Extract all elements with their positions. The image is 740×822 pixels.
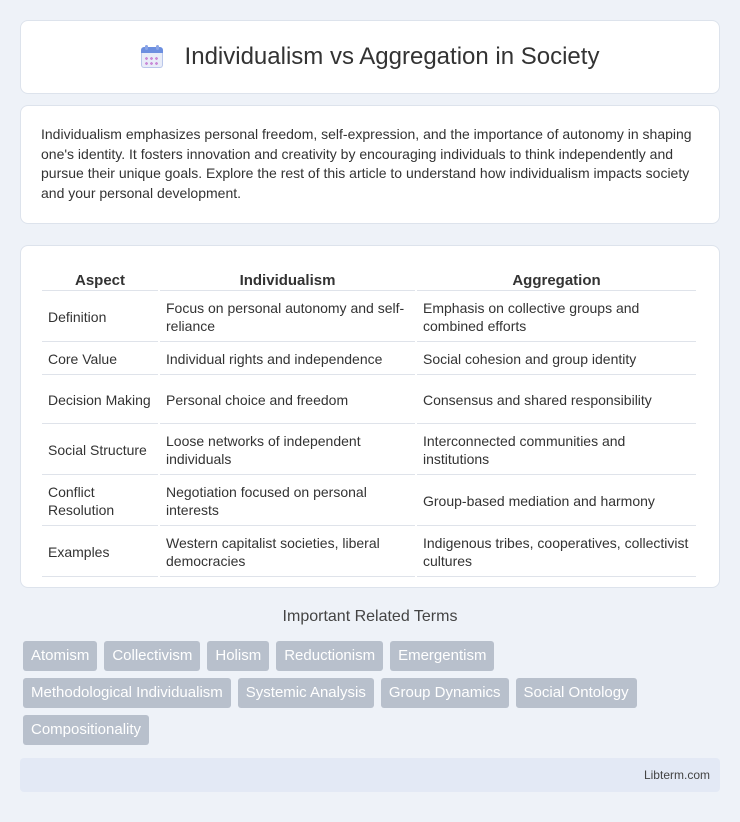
header-card xyxy=(20,20,720,94)
intro-text: Individualism emphasizes personal freedom, self-expression, and the importance of autonomy in shaping one's identity. It fosters innovation and creativity by encouraging individuals to think independently and pursue their unique goals. Explore the rest of this article to understand how individualism impacts society and your personal development. xyxy=(41,126,692,201)
cell-aggregation: Interconnected communities and institutions xyxy=(417,426,696,475)
tag-collectivism[interactable]: Collectivism xyxy=(104,641,200,671)
cell-aggregation: Group-based mediation and harmony xyxy=(417,477,696,526)
table-row xyxy=(42,477,696,526)
tag-holism[interactable]: Holism xyxy=(207,641,269,671)
cell-aggregation: Indigenous tribes, cooperatives, collectivist cultures xyxy=(417,528,696,577)
footer-site-link[interactable]: Libterm.com xyxy=(643,768,710,782)
tag-compositionality[interactable]: Compositionality xyxy=(23,715,149,745)
column-header-aspect: Aspect xyxy=(42,267,158,291)
cell-individualism: Negotiation focused on personal interests xyxy=(160,477,415,526)
tag-methodological-individualism[interactable]: Methodological Individualism xyxy=(23,678,231,708)
cell-individualism: Individual rights and independence xyxy=(160,344,415,375)
intro-card xyxy=(20,105,720,224)
cell-aggregation: Emphasis on collective groups and combined efforts xyxy=(417,293,696,342)
column-header-aggregation: Aggregation xyxy=(417,267,696,291)
footer xyxy=(20,758,720,792)
cell-individualism: Western capitalist societies, liberal democracies xyxy=(160,528,415,577)
table-header-row xyxy=(42,267,696,291)
tag-systemic-analysis[interactable]: Systemic Analysis xyxy=(238,678,374,708)
cell-aspect: Social Structure xyxy=(42,426,158,475)
table-row xyxy=(42,426,696,475)
table-row xyxy=(42,377,696,424)
cell-aspect: Conflict Resolution xyxy=(42,477,158,526)
cell-aspect: Decision Making xyxy=(42,377,158,424)
related-terms-title: Important Related Terms xyxy=(282,608,458,625)
cell-aspect: Definition xyxy=(42,293,158,342)
related-terms-list xyxy=(23,641,723,752)
table-row xyxy=(42,293,696,342)
cell-aggregation: Social cohesion and group identity xyxy=(417,344,696,375)
tag-group-dynamics[interactable]: Group Dynamics xyxy=(381,678,509,708)
cell-aspect: Examples xyxy=(42,528,158,577)
column-header-individualism: Individualism xyxy=(160,267,415,291)
cell-aspect: Core Value xyxy=(42,344,158,375)
tag-social-ontology[interactable]: Social Ontology xyxy=(516,678,637,708)
comparison-table xyxy=(40,265,698,579)
cell-individualism: Loose networks of independent individuals xyxy=(160,426,415,475)
tag-emergentism[interactable]: Emergentism xyxy=(390,641,494,671)
cell-aggregation: Consensus and shared responsibility xyxy=(417,377,696,424)
cell-individualism: Personal choice and freedom xyxy=(160,377,415,424)
page-title: Individualism vs Aggregation in Society xyxy=(184,43,600,70)
table-row xyxy=(42,528,696,577)
tag-reductionism[interactable]: Reductionism xyxy=(276,641,383,671)
calendar-icon xyxy=(141,45,163,69)
table-row xyxy=(42,344,696,375)
tag-atomism[interactable]: Atomism xyxy=(23,641,97,671)
cell-individualism: Focus on personal autonomy and self-reliance xyxy=(160,293,415,342)
comparison-card xyxy=(20,245,720,588)
